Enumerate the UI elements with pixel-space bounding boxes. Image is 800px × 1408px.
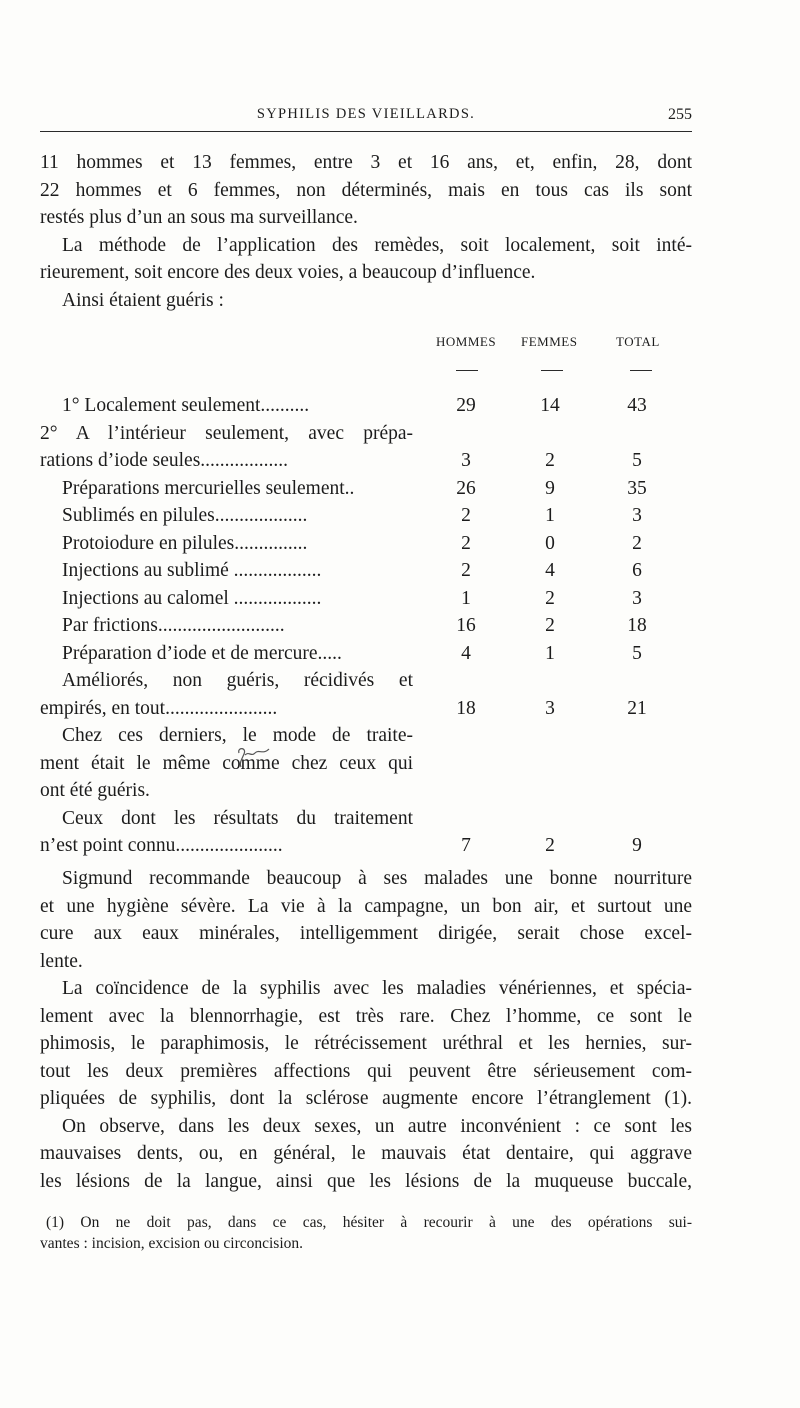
text-line: mauvaises dents, ou, en général, le mauvais état dentaire, qui aggrave (40, 1143, 692, 1164)
cell-total: 5 (632, 450, 642, 471)
row-label: Protoiodure en pilules............... (62, 532, 308, 554)
cell-total: 5 (632, 642, 642, 664)
table-row (40, 420, 700, 448)
row-label: Préparations mercurielles seulement.. (62, 477, 355, 499)
cell-total: 3 (632, 505, 642, 526)
cell-total: 6 (632, 560, 642, 581)
column-dash (456, 370, 478, 371)
text-line: restés plus d’un an sous ma surveillance. (40, 207, 358, 228)
column-dash (541, 370, 563, 371)
cell-hommes: 7 (461, 835, 471, 856)
cell-femmes: 2 (545, 835, 555, 856)
row-label: Améliorés, non guéris, récidivés et (62, 670, 413, 691)
cell-femmes: 2 (545, 615, 555, 636)
row-label: Injections au calomel .................. (62, 587, 322, 609)
text-line: lente. (40, 950, 83, 972)
cell-hommes: 3 (461, 450, 471, 471)
table-row (40, 722, 700, 750)
cell-total: 35 (627, 477, 647, 499)
row-label: 2° A l’intérieur seulement, avec prépa- (40, 422, 413, 444)
row-label: empirés, en tout....................... (40, 697, 278, 719)
cell-total: 21 (627, 697, 647, 719)
row-label: n’est point connu...................... (40, 835, 283, 856)
text-line: Sigmund recommande beaucoup à ses malades une bonne nourriture (62, 868, 692, 889)
table-row (40, 750, 700, 778)
running-title: SYPHILIS DES VIEILLARDS. (256, 106, 476, 122)
row-label: rations d’iode seules.................. (40, 450, 289, 471)
cell-hommes: 18 (456, 697, 476, 719)
table-row (40, 530, 700, 558)
cell-hommes: 26 (456, 477, 476, 499)
footnote (40, 1212, 692, 1254)
table-row (40, 667, 700, 695)
body-paragraphs (40, 865, 692, 1195)
cell-femmes: 2 (545, 450, 555, 471)
row-label: Injections au sublimé .................. (62, 560, 322, 581)
table-row (40, 447, 700, 475)
row-label: Ceux dont les résultats du traitement (62, 807, 413, 829)
cell-femmes: 9 (545, 477, 555, 499)
cell-total: 3 (632, 587, 642, 609)
cell-total: 18 (627, 615, 647, 636)
cell-total: 43 (627, 395, 647, 416)
column-dash (630, 370, 652, 371)
cell-hommes: 16 (456, 615, 476, 636)
table-row (40, 557, 700, 585)
table-row (40, 777, 700, 805)
cell-femmes: 14 (540, 395, 560, 416)
row-label: Chez ces derniers, le mode de traite- (62, 725, 413, 746)
table-row (40, 502, 700, 530)
header-rule (40, 131, 692, 132)
table-row (40, 585, 700, 613)
text-line: La méthode de l’application des remèdes, soit localement, soit inté- (62, 234, 692, 256)
cell-femmes: 4 (545, 560, 555, 581)
column-header-total: TOTAL (616, 334, 660, 349)
text-line: rieurement, soit encore des deux voies, a beaucoup d’influence. (40, 262, 536, 283)
cell-hommes: 2 (461, 532, 471, 554)
table-row (40, 612, 700, 640)
cell-hommes: 1 (461, 587, 471, 609)
cell-femmes: 1 (545, 642, 555, 664)
text-line: tout les deux premières affections qui peuvent être sérieusement com- (40, 1060, 692, 1082)
row-label: 1° Localement seulement.......... (62, 395, 310, 416)
table-row (40, 640, 700, 668)
text-line: phimosis, le paraphimosis, le rétrécissement uréthral et les hernies, sur- (40, 1033, 692, 1054)
row-label: Préparation d’iode et de mercure..... (62, 642, 342, 664)
row-label: ment était le même comme chez ceux qui (40, 752, 413, 774)
text-line: pliquées de syphilis, dont la sclérose augmente encore l’étranglement (1). (40, 1088, 692, 1109)
row-label: Par frictions.......................... (62, 615, 285, 636)
table-row (40, 805, 700, 833)
cell-femmes: 0 (545, 532, 555, 554)
text-line: La coïncidence de la syphilis avec les maladies vénériennes, et spécia- (62, 978, 692, 999)
text-line: et une hygiène sévère. La vie à la campagne, un bon air, et surtout une (40, 895, 692, 917)
text-line: Ainsi étaient guéris : (62, 289, 224, 311)
column-header-hommes: HOMMES (436, 334, 497, 349)
row-label: ont été guéris. (40, 780, 150, 801)
handwritten-mark (235, 745, 275, 769)
column-header-femmes: FEMMES (521, 334, 578, 349)
cell-femmes: 2 (545, 587, 555, 609)
table-column-headers (0, 334, 800, 354)
table-row (40, 392, 700, 420)
cell-total: 9 (632, 835, 642, 856)
cell-hommes: 2 (461, 560, 471, 581)
cell-total: 2 (632, 532, 642, 554)
table-row (40, 475, 700, 503)
text-line: 11 hommes et 13 femmes, entre 3 et 16 ans, et, enfin, 28, dont (40, 152, 692, 173)
text-line: On observe, dans les deux sexes, un autre inconvénient : ce sont les (62, 1115, 692, 1137)
results-table (40, 392, 700, 860)
cell-hommes: 29 (456, 395, 476, 416)
row-label: Sublimés en pilules................... (62, 505, 308, 526)
text-line: 22 hommes et 6 femmes, non déterminés, mais en tous cas ils sont (40, 179, 692, 201)
cell-hommes: 4 (461, 642, 471, 664)
table-row (40, 832, 700, 860)
cell-hommes: 2 (461, 505, 471, 526)
footnote-line: (1) On ne doit pas, dans ce cas, hésiter à recourir à une des opérations sui- (46, 1214, 692, 1231)
page-number: 255 (668, 106, 692, 123)
running-header (40, 106, 692, 130)
footnote-line: vantes : incision, excision ou circoncision. (40, 1235, 304, 1252)
cell-femmes: 1 (545, 505, 555, 526)
text-line: les lésions de la langue, ainsi que les lésions de la muqueuse buccale, (40, 1170, 692, 1192)
intro-paragraph (40, 149, 692, 314)
cell-femmes: 3 (545, 697, 555, 719)
table-row (40, 695, 700, 723)
text-line: lement avec la blennorrhagie, est très rare. Chez l’homme, ce sont le (40, 1005, 692, 1027)
text-line: cure aux eaux minérales, intelligemment dirigée, serait chose excel- (40, 923, 692, 944)
